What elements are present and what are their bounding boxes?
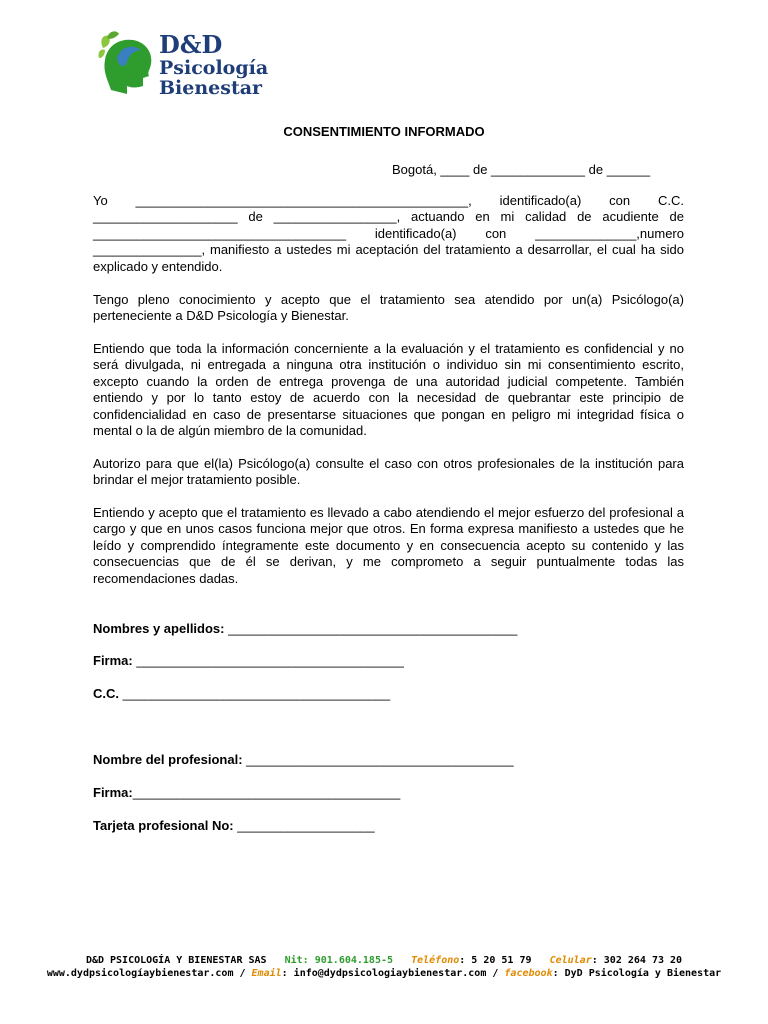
- document-title: CONSENTIMIENTO INFORMADO: [283, 124, 485, 139]
- logo-line-2: Psicología: [159, 57, 269, 79]
- field-nombres-label: Nombres y apellidos:: [93, 621, 225, 636]
- footer-nit-value: 901.604.185-5: [314, 955, 394, 966]
- head-silhouette-icon: [97, 28, 159, 98]
- footer-facebook-value[interactable]: : DyD Psicología y Bienestar: [552, 968, 722, 979]
- field-cc-label: C.C.: [93, 686, 119, 701]
- paragraph-acceptance: Entiendo y acepto que el tratamiento es llevado a cabo atendiendo el mejor esfuerzo del profesional a cargo y que en unos casos funciona mejor que otros. En forma expresa manifiesto a ustedes que he leído y comprendido íntegramente este documento y en consecuencia acepto su contenido y las consecuencias que de él se derivan, y me comprometo a seguir puntualmente todas las recomendaciones dadas.: [93, 505, 684, 586]
- paragraph-identification: Yo ______________________________________________, identificado(a) con C.C. ____________________ de _________________, actuando en mi calidad de acudiente de ___________________________________ identificado(a) con ______________,numero _______________, manifiesto a ustedes mi aceptación del tratamiento a desarrollar, el cual ha sido explicado y entendido.: [93, 193, 684, 274]
- field-firma-profesional: [93, 785, 400, 800]
- field-profesional-label: Nombre del profesional:: [93, 752, 243, 767]
- field-firma-acudiente: [93, 653, 404, 668]
- field-firma-profesional-label: Firma:: [93, 785, 133, 800]
- field-nombres-line: ________________________________________: [224, 621, 518, 636]
- field-tarjeta-label: Tarjeta profesional No:: [93, 818, 234, 833]
- footer-separator-2: /: [486, 968, 505, 979]
- footer-email-link[interactable]: : info@dydpsicologiaybienestar.com: [281, 968, 487, 979]
- field-tarjeta: [93, 818, 375, 833]
- footer-separator: /: [233, 968, 252, 979]
- date-line: Bogotá, ____ de _____________ de ______: [392, 162, 651, 177]
- field-profesional: [93, 752, 514, 767]
- paragraph-treatment: Tengo pleno conocimiento y acepto que el tratamiento sea atendido por un(a) Psicólogo(a) perteneciente a D&D Psicología y Bienestar.: [93, 292, 684, 324]
- footer-email-label: Email: [251, 968, 282, 979]
- footer-line-2: [0, 967, 768, 980]
- paragraph-authorization: Autorizo para que el(la) Psicólogo(a) consulte el caso con otros profesionales de la institución para brindar el mejor tratamiento posible.: [93, 456, 684, 488]
- footer-cel-label: Celular: [549, 955, 592, 966]
- footer-tel-label: Teléfono: [411, 955, 460, 966]
- field-profesional-line: _____________________________________: [242, 752, 514, 767]
- footer-line-1: [0, 954, 768, 967]
- paragraph-confidentiality: Entiendo que toda la información concerniente a la evaluación y el tratamiento es confidencial y no será divulgada, ni entregada a ninguna otra institución o individuo sin mi consentimiento escrito, excepto cuando la orden de entrega provenga de una autoridad judicial competente. También entiendo y por lo tanto estoy de acuerdo con la necesidad de quebrantar este principio de confidencialidad en caso de presentarse situaciones que pongan en peligro mi integridad física o mental o la de algún miembro de la comunidad.: [93, 341, 684, 439]
- field-firma-profesional-line: _____________________________________: [132, 785, 401, 800]
- logo: [97, 28, 267, 104]
- logo-line-3: Bienestar: [159, 77, 263, 99]
- footer-facebook-label: facebook: [504, 968, 553, 979]
- field-tarjeta-line: ___________________: [233, 818, 375, 833]
- field-firma-acudiente-label: Firma:: [93, 653, 133, 668]
- footer-nit-label: Nit:: [284, 955, 309, 966]
- footer-cel-value: : 302 264 73 20: [591, 955, 683, 966]
- logo-wordmark: [159, 32, 268, 98]
- footer-company: D&D PSICOLOGÍA Y BIENESTAR SAS: [85, 955, 267, 966]
- field-nombres: [93, 621, 517, 636]
- field-cc: [93, 686, 390, 701]
- logo-line-1: D&D: [159, 30, 223, 59]
- field-cc-line: _____________________________________: [119, 686, 391, 701]
- field-firma-acudiente-line: _____________________________________: [132, 653, 404, 668]
- footer-website-link[interactable]: www.dydpsicologíaybienestar.com: [46, 968, 234, 979]
- footer-tel-value: : 5 20 51 79: [459, 955, 532, 966]
